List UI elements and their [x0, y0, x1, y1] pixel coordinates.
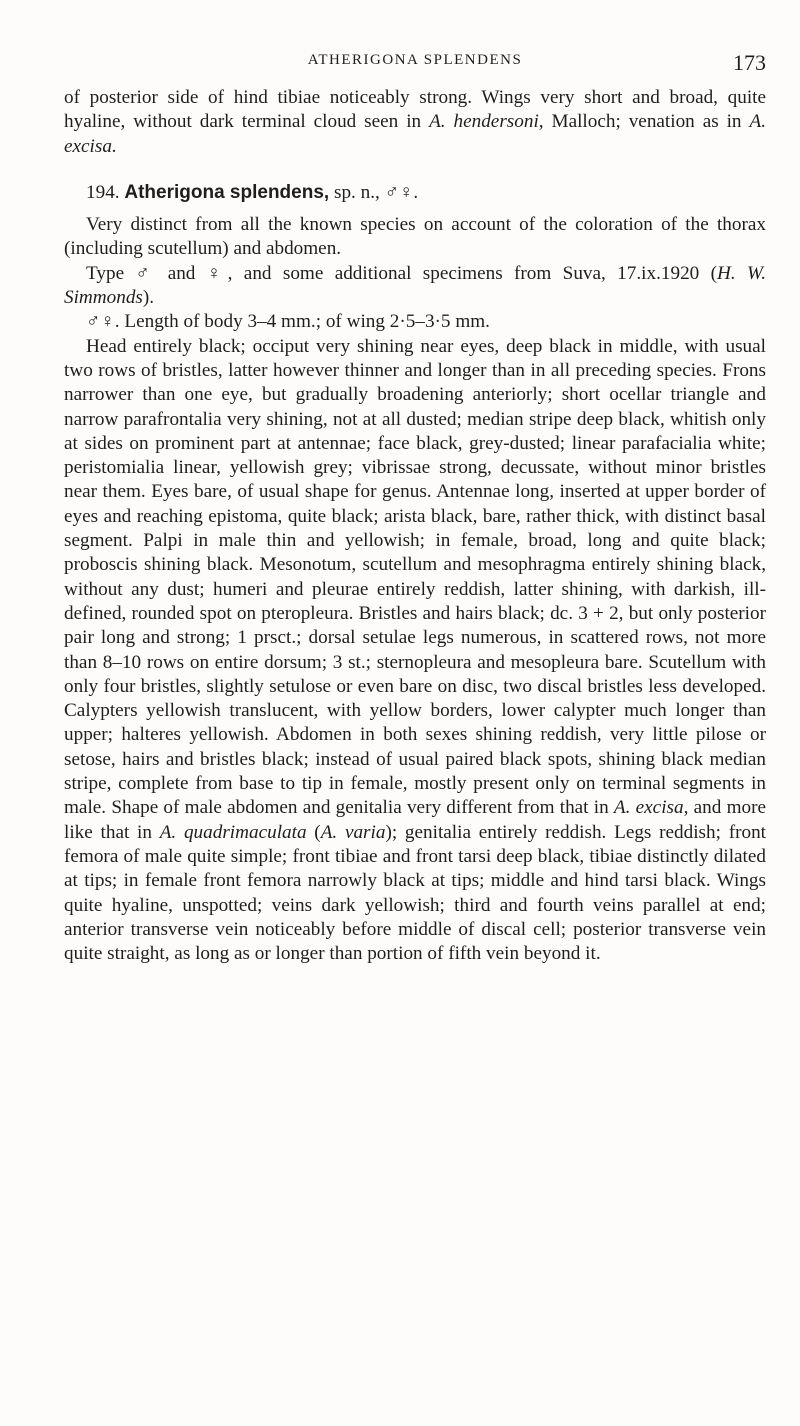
species-italic: A. quadrimaculata	[159, 821, 307, 843]
page	[64, 52, 766, 966]
text-run: Head entirely black; occiput very shining near eyes, deep black in middle, with usual two rows of bristles, latter however thinner and longer than in all preceding species. Frons narrower than one eye, but gradually broadening anteriorly; short ocellar triangle and narrow parafrontalia very shining, not at all dusted; median stripe deep black, whitish only at sides on prominent part at antennae; face black, grey-dusted; linear parafacialia white; peristomialia linear, yellowish grey; vibrissae strong, decussate, without minor bristles near them. Eyes bare, of usual shape for genus. Antennae long, inserted at upper border of eyes and reaching epistoma, quite black; arista black, bare, rather thick, with distinct basal segment. Palpi in male thin and yellowish; in female, broad, long and quite black; proboscis shining black. Mesonotum, scutellum and mesophragma entirely shining black, without any dust; humeri and pleurae entirely reddish, latter shining, with darkish, ill-defined, rounded spot on pteropleura. Bristles and hairs black; dc. 3 + 2, but only posterior pair long and strong; 1 prsct.; dorsal setulae legs numerous, in scattered rows, not more than 8–10 rows on entire dorsum; 3 st.; sternopleura and mesopleura bare. Scutellum with only four bristles, slightly setulose or even bare on disc, two discal bristles less developed. Calypters yellowish translucent, with yellow borders, lower calypter much longer than upper; halteres yellowish. Abdomen in both sexes shining reddish, very little pilose or setose, hairs and bristles black; instead of usual paired black spots, shining black median stripe, complete from base to tip in female, mostly present only on terminal segments in male. Shape of male abdomen and genitalia very different from that in	[64, 335, 766, 819]
text-run: of posterior side of hind tibiae noticeably strong. Wings very short and broad, quite hyaline, without dark terminal cloud seen in	[64, 87, 766, 133]
running-title: ATHERIGONA SPLENDENS	[307, 52, 523, 68]
collector-italic: H. W. Simmonds	[64, 262, 767, 309]
species-designation: sp. n., ♂♀.	[329, 181, 419, 203]
text-run: (	[306, 821, 321, 843]
species-heading	[64, 181, 766, 205]
species-italic: A. excisa,	[613, 797, 689, 819]
text-run: ); genitalia entirely reddish. Legs reddish; front femora of male quite simple; front tibiae and front tarsi deep black, tibiae distinctly dilated at tips; in female front femora narrowly black at tips; middle and hind tarsi black. Wings quite hyaline, unspotted; veins dark yellowish; third and fourth veins parallel at end; anterior transverse vein noticeably before middle of discal cell; posterior transverse vein quite straight, as long as or longer than portion of fifth vein beyond it.	[64, 821, 766, 965]
continued-paragraph	[64, 86, 766, 159]
species-italic: A. varia	[320, 821, 386, 843]
entry-number: 194.	[86, 181, 120, 203]
species-italic: A. hendersoni,	[429, 111, 544, 133]
description-paragraph	[64, 335, 766, 967]
type-paragraph	[64, 262, 766, 311]
text-run: and more like that in	[64, 797, 766, 843]
text-run: ).	[142, 287, 155, 309]
text-run: Type ♂ and ♀, and some additional specimens from Suva, 17.ix.1920 (	[86, 262, 717, 284]
species-name: Atherigona splendens,	[124, 181, 330, 203]
page-number: 173	[733, 50, 766, 75]
measurements-paragraph: ♂♀. Length of body 3–4 mm.; of wing 2·5–3·5 mm.	[86, 311, 490, 333]
diagnosis-paragraph: Very distinct from all the known species on account of the coloration of the thorax (including scutellum) and abdomen.	[64, 214, 766, 260]
text-run: Malloch; venation as in	[543, 111, 750, 133]
running-head	[64, 52, 766, 86]
species-italic: A. excisa.	[64, 111, 766, 157]
